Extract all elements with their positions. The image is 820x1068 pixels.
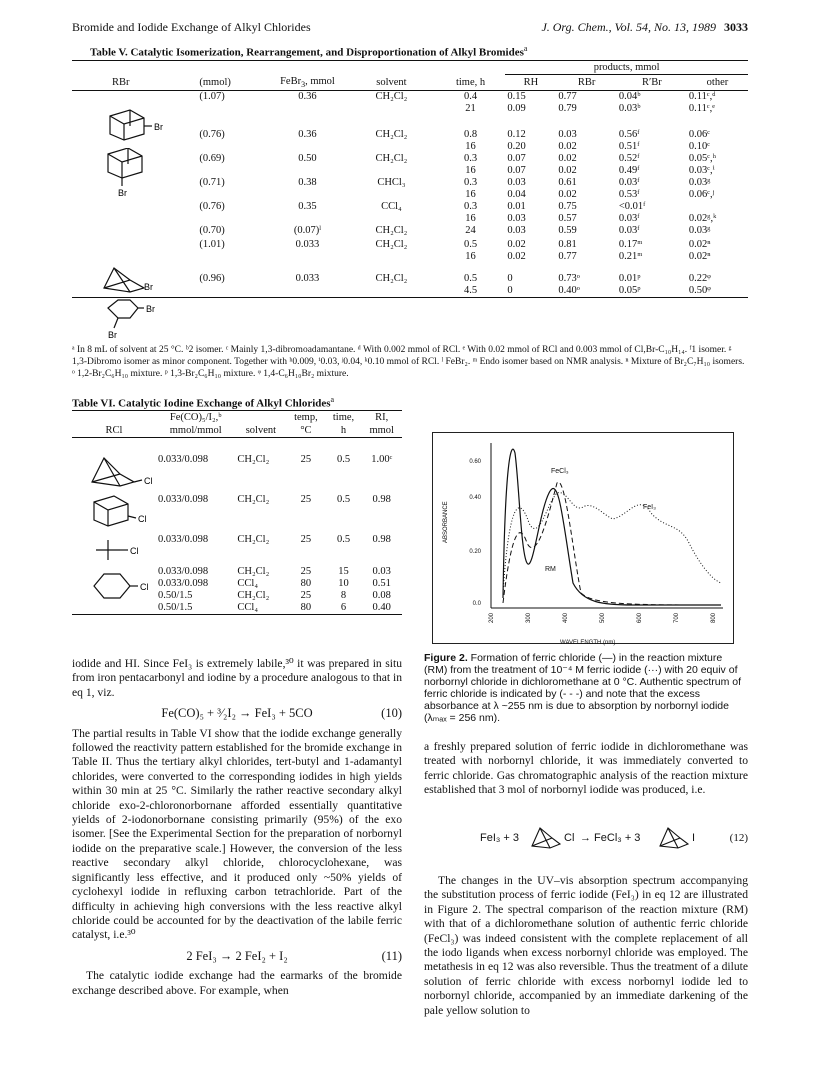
table6-cell-ri: 1.00ᶜ: [371, 454, 393, 465]
table5-cell-mmol: [197, 141, 267, 153]
col-other: other: [706, 76, 729, 88]
t6-col-time-1: time,: [332, 412, 355, 423]
table5-cell-solvent: CH₂Cl₂: [375, 238, 408, 250]
chlorocyclohexane-structure: [90, 568, 166, 608]
table5-row: [72, 90, 748, 103]
table5-cell-mmol: (0.69): [199, 152, 225, 164]
right-p1: a freshly prepared solution of ferric iodide in dichloromethane was treated with norbornyl chloride, it was immediately converted to ferric chloride. Gas chromatographic analysis of the reaction mixture established that 3 mol of norbornyl iodide was produced, i.e.: [424, 740, 748, 797]
table5-row: [72, 213, 748, 225]
eq12-left: FeI₃ + 3: [480, 832, 520, 844]
eq10-text: Fe(CO)₅ + ³⁄₂I₂ → FeI₃ + 5CO: [161, 706, 313, 721]
t6-col-ri-1: RI,: [375, 412, 389, 423]
table5-cell-mmol: [197, 165, 267, 177]
table5-cell-mmol: (1.07): [199, 90, 225, 102]
table5-cell-solvent: CH₂Cl₂: [375, 128, 408, 140]
table5-cell-solvent: CCl₄: [381, 200, 402, 212]
cl-label-1: Cl: [144, 476, 153, 486]
bromoadamantane-1-structure: [100, 148, 160, 200]
table5-cell-time: 0.4: [463, 90, 478, 102]
br-label-5: Br: [108, 330, 117, 340]
table5-cell-rbr: 0.40ᵒ: [558, 284, 580, 296]
table5-cell-other: 0.03ᵍ: [688, 224, 711, 236]
table6-cell-ri: 0.40: [372, 602, 391, 613]
right-p2: The changes in the UV–vis absorption spectrum accompanying the substitution process of ferric iodide (FeI₃) in eq 12 are illustrated in Figure 2. The spectral comparison of the reaction mixture (RM) with that of a dichloromethane solution of authentic ferric chloride (FeCl₃) was indeed consistent with the complete replacement of all the iodo ligands when excess norbornyl chloride was employed. The metathesis in eq 12 was also reversible. Thus the treatment of a dilute solution of ferric chloride with excess norbornyl iodide led to norbornyl chloride, accompanied by an immediate darkening of the pale yellow solution to: [424, 874, 748, 1017]
table5-cell-rp: 0.21ᵐ: [618, 250, 643, 262]
table5-cell-mmol: [197, 285, 267, 298]
table6-cell-solvent: CH₂Cl₂: [237, 454, 270, 465]
table5-cell-rbr: 0.02: [558, 140, 577, 152]
table5-row: [72, 237, 748, 251]
table5-cell-solvent: [347, 285, 436, 298]
t6-col-rcl: RCl: [105, 425, 123, 436]
table5-cell-other: 0.03ᵍ: [688, 176, 711, 188]
adamantyl-chloride-structure: [86, 454, 162, 490]
figure2-spectrum: [432, 432, 734, 644]
right-column-top: [424, 740, 748, 798]
table5-cell-rp: 0.05ᵖ: [618, 284, 641, 296]
table5-caption: [90, 44, 527, 59]
table5-cell-struct: [72, 90, 197, 103]
table5-cell-rbr: 0.73ᵒ: [558, 272, 580, 284]
running-title: Bromide and Iodide Exchange of Alkyl Chlorides: [72, 20, 311, 34]
table5-cell-rbr: 0.75: [558, 200, 577, 212]
table5-caption-text: Table V. Catalytic Isomerization, Rearrangement, and Disproportionation of Alkyl Bromides: [90, 46, 524, 59]
cl-label-3: Cl: [130, 546, 139, 556]
products-header: products, mmol: [505, 61, 748, 75]
table5-cell-time: 0.3: [463, 176, 478, 188]
table5-row: [72, 189, 748, 201]
br-label-2: Br: [118, 188, 127, 198]
table5-cell-solvent: [347, 251, 436, 263]
table5-cell-solvent: [347, 103, 436, 115]
table6-cell-ri: 0.03: [372, 566, 391, 577]
table6-cell-temp: 25: [300, 566, 312, 577]
table6-cell-fe: 0.033/0.098: [158, 566, 209, 577]
xtick-200: 200: [489, 612, 495, 623]
norbornyl-iodide-icon: [656, 822, 692, 852]
table6-cell-fe: 0.50/1.5: [158, 602, 193, 613]
table6-cell-ri: 0.98: [372, 494, 391, 505]
table5-cell-time: 16: [465, 188, 476, 200]
table5-cell-rh: 0.12: [507, 128, 526, 140]
table5-cell-febr3: (0.07)ˡ: [293, 224, 322, 236]
table5-cell-rp: 0.03ᶠ: [618, 176, 640, 188]
table5-cell-rbr: 0.02: [558, 188, 577, 200]
table5-cell-rbr: 0.77: [558, 90, 577, 102]
journal-name: J. Org. Chem., Vol. 54, No. 13, 1989: [541, 20, 716, 34]
table5-cell-mmol: [197, 213, 267, 225]
table5-cell-rh: 0.03: [507, 224, 526, 236]
table5-cell-rbr: 0.57: [558, 212, 577, 224]
table5-cell-rp: 0.03ᶠ: [618, 224, 640, 236]
table5-cell-solvent: [347, 141, 436, 153]
col-febr3-a: FeBr: [280, 75, 302, 87]
table5-cell-rp: 0.56ᶠ: [618, 128, 640, 140]
t6-col-ri-2: mmol: [369, 425, 394, 436]
table5-cell-time: 0.3: [463, 200, 478, 212]
table5-cell-time: 21: [465, 102, 476, 114]
table5-cell-rh: 0.03: [507, 176, 526, 188]
left-p2: The partial results in Table VI show that the iodide exchange generally followed the reactivity pattern established for the bromide exchange in Table II. Thus the tertiary alkyl chlorides, tert-butyl and 1-adamantyl chlorides, were converted to the corresponding iodides in high yields within 30 min at 25 °C. Similarly the rather reactive secondary alkyl chloride exo-2-chloronorbornane afforded essentially quantitative yields of 2-iodonorbornane consisting primarily (95%) of the exo isomer. [See the Experimental Section for the preparation of norbornyl iodide on the preparative scale.] However, the conversion of the less reactive secondary alkyl chloride, chlorocyclohexane, was significantly less effective, and it produced only ~50% yields of cyclohexyl iodide in refluxing carbon tetrachloride. Part of the difficulty in achieving high conversions with the less reactive alkyl chloride could be accounted for by the deactivation of the labile ferric catalyst, i.e.³⁰: [72, 726, 402, 942]
table5-row: [72, 177, 748, 189]
table5: [72, 60, 748, 298]
table5-cell-other: 0.02ⁿ: [688, 238, 711, 250]
table5-row: [72, 225, 748, 237]
col-rbr-product: RBr: [577, 76, 596, 88]
table6-cell-time: 0.5: [336, 454, 351, 465]
col-rprime: R′Br: [641, 76, 662, 88]
figcap-label: Figure 2.: [424, 652, 468, 664]
table5-cell-rp: <0.01ᶠ: [618, 200, 646, 212]
table5-cell-other: 0.22ᵠ: [688, 272, 711, 284]
table6-cell-solvent: CCl₄: [237, 578, 259, 589]
table5-cell-other: 0.11ᶜ,ᵈ: [688, 90, 716, 102]
table5-cell-rp: 0.03ᵇ: [618, 102, 641, 114]
label-fecl3: FeCl₃: [551, 468, 569, 475]
table5-cell-mmol: (0.76): [199, 200, 225, 212]
table5-cell-time: 0.8: [463, 128, 478, 140]
t6-col-solvent: solvent: [245, 425, 277, 436]
eq11-number: (11): [381, 948, 402, 963]
right-column-bottom: [424, 874, 748, 1018]
col-rh: RH: [523, 76, 539, 88]
eq12-i: I: [692, 832, 696, 844]
table5-footnotes: ᵃ In 8 mL of solvent at 25 °C. ᵇ2 isomer. ᶜ Mainly 1,3-dibromoadamantane. ᵈ With 0.002 mmol of RCl. ᵉ With 0.02 mmol of RCl and 0.003 mmol of Cl,Br-C₁₀H₁₄. ᶠ1 isomer. ᵍ 1,3-Dibromo isomer as minor component. Together with ʰ0.009, ⁱ0.03, ʲ0.04, ᵏ0.10 mmol of RCl. ˡ FeBr₂. ᵐ Endo isomer based on NMR analysis. ⁿ Mixture of Br₂C₇H₁₀ isomers. ᵒ 1,2-Br₂C₆H₁₀ mixture. ᵖ 1,3-Br₂C₆H₁₀ mixture. ᵠ 1,4-C₆H₁₀Br₂ mixture.: [72, 345, 745, 379]
table5-cell-mmol: (0.71): [199, 176, 225, 188]
eq12-number: (12): [729, 832, 748, 844]
table5-cell-struct: [72, 213, 197, 225]
table5-cell-febr3: 0.36: [298, 128, 317, 140]
table5-cell-time: 4.5: [463, 284, 478, 296]
table5-cell-rbr: 0.02: [558, 152, 577, 164]
table6-cell-fe: 0.033/0.098: [158, 578, 209, 589]
table5-row: [72, 263, 748, 285]
fig-ylabel: ABSORBANCE: [443, 501, 449, 543]
table5-cell-rp: 0.03ᶠ: [618, 212, 640, 224]
t6-col-temp-1: temp,: [294, 412, 318, 423]
table5-cell-rh: 0.07: [507, 152, 526, 164]
col-febr3: [268, 75, 347, 91]
table5-cell-struct: [72, 201, 197, 213]
eq10-number: (10): [381, 706, 402, 721]
table5-cell-time: 0.5: [463, 272, 478, 284]
table5-cell-solvent: [347, 165, 436, 177]
table6-caption: [72, 395, 334, 410]
table5-cell-rh: 0.03: [507, 212, 526, 224]
col-rbr: RBr: [112, 76, 130, 88]
table5-cell-rp: 0.53ᶠ: [618, 188, 640, 200]
equation-10: [72, 706, 402, 720]
eq11-text: 2 FeI₃ → 2 FeI₂ + I₂: [186, 948, 288, 963]
norbornyl-chloride-icon: [528, 822, 564, 852]
bromonorbornane-structure: [100, 260, 160, 296]
table5-cell-rh: 0: [507, 284, 513, 296]
xtick-300: 300: [526, 612, 532, 623]
table5-cell-mmol: [197, 189, 267, 201]
page-number: 3033: [724, 20, 748, 34]
table6-cell-time: 10: [338, 578, 349, 589]
table6-cell-solvent: CH₂Cl₂: [237, 494, 270, 505]
table5-cell-solvent: [347, 189, 436, 201]
t6-col-time-2: h: [340, 425, 347, 436]
table5-cell-other: 0.50ᵠ: [688, 284, 711, 296]
table6-cell-temp: 25: [300, 454, 312, 465]
table6-cell-fe: 0.033/0.098: [158, 454, 209, 465]
table5-cell-other: 0.11ᶜ,ᵉ: [688, 102, 715, 114]
table5-cell-febr3: [268, 165, 347, 177]
table6-cell-ri: 0.08: [372, 590, 391, 601]
cl-label-2: Cl: [138, 514, 147, 524]
table5-cell-febr3: 0.50: [298, 152, 317, 164]
table5-cell-rp: 0.17ᵐ: [618, 238, 643, 250]
bromoadamantane-2-structure: [100, 108, 180, 144]
fig-xlabel: WAVELENGTH (nm): [560, 640, 616, 646]
table5-cell-febr3: [268, 213, 347, 225]
label-rm: RM: [545, 566, 556, 573]
equation-11: [72, 949, 402, 963]
table5-cell-febr3: [268, 189, 347, 201]
table5-cell-febr3: 0.033: [295, 272, 320, 284]
figcap-text: Formation of ferric chloride (—) in the reaction mixture (RM) from the treatment of 10⁻⁴ M ferric iodide (···) with 20 equiv of norbornyl chloride in dichloromethane at 0 °C. Authentic spectrum of ferric chloride is indicated by (- - -) and note that the excess absorbance at λ ~255 nm is due to absorption by norbornyl iodide (λₘₐₓ = 256 nm).: [424, 652, 742, 724]
tert-butyl-chloride-structure: [92, 538, 162, 562]
table5-cell-rh: 0.02: [507, 238, 526, 250]
table6-cell-time: 0.5: [336, 494, 351, 505]
table6-cell-temp: 25: [300, 494, 312, 505]
ytick-0.0: 0.0: [472, 601, 481, 607]
ytick-0.20: 0.20: [469, 549, 481, 555]
table5-cell-rp: 0.51ᶠ: [618, 140, 640, 152]
xtick-800: 800: [711, 612, 717, 623]
table6-caption-text: Table VI. Catalytic Iodine Exchange of Alkyl Chlorides: [72, 397, 331, 410]
table6-cell-ri: 0.51: [372, 578, 391, 589]
table6-cell-solvent: CH₂Cl₂: [237, 534, 270, 545]
table5-cell-other: 0.06ᶜ: [688, 128, 710, 140]
table5-cell-rh: 0.09: [507, 102, 526, 114]
br-label-1: Br: [154, 122, 163, 132]
table5-cell-febr3: 0.033: [295, 238, 320, 250]
left-p1: iodide and HI. Since FeI₃ is extremely labile,³⁰ it was prepared in situ from iron pentacarbonyl and iodine by a procedure analogous to that in eq 1, viz.: [72, 657, 402, 699]
table5-cell-struct: [72, 225, 197, 237]
table5-cell-rh: 0: [507, 272, 513, 284]
cl-label-4: Cl: [140, 582, 149, 592]
table5-cell-other: 0.05ᶜ,ʰ: [688, 152, 716, 164]
table5-cell-febr3: 0.36: [298, 90, 317, 102]
left-column: [72, 657, 402, 998]
table5-cell-other: 0.06ᶜ,ʲ: [688, 188, 715, 200]
left-p3: The catalytic iodide exchange had the earmarks of the bromide exchange described above. For example, when: [72, 969, 402, 997]
eq12-cl: Cl: [564, 832, 575, 844]
table5-cell-other: 0.03ᶜ,ⁱ: [688, 164, 715, 176]
table6-cell-solvent: CCl₄: [237, 602, 259, 613]
table5-cell-rbr: 0.59: [558, 224, 577, 236]
table6-cell-time: 0.5: [336, 534, 351, 545]
table5-cell-rh: 0.07: [507, 164, 526, 176]
table5-cell-time: 24: [465, 224, 476, 236]
br-label-4: Br: [146, 304, 155, 314]
table5-cell-mmol: (0.70): [199, 224, 225, 236]
table5-cell-febr3: 0.38: [298, 176, 317, 188]
col-febr3-b: , mmol: [305, 75, 335, 87]
t6-col-fe-1: Fe(CO)₅/I₂,ᵇ: [169, 412, 222, 423]
table5-cell-rp: 0.01ᵖ: [618, 272, 641, 284]
table5-cell-rp: 0.49ᶠ: [618, 164, 640, 176]
table5-cell-time: 16: [465, 250, 476, 262]
table5-cell-rh: 0.15: [507, 90, 526, 102]
table5-cell-rh: 0.02: [507, 250, 526, 262]
table6-cell-time: 8: [340, 590, 347, 601]
table5-cell-other: 0.02ᵍ,ᵏ: [688, 212, 717, 224]
xtick-600: 600: [637, 612, 643, 623]
table6-cell-fe: 0.033/0.098: [158, 534, 209, 545]
table5-cell-time: 0.5: [463, 238, 478, 250]
table5-cell-time: 16: [465, 164, 476, 176]
table5-cell-rbr: 0.77: [558, 250, 577, 262]
table6-cell-temp: 25: [300, 590, 312, 601]
table6-cell-temp: 25: [300, 534, 312, 545]
table5-cell-rbr: 0.02: [558, 164, 577, 176]
t6-col-temp-2: °C: [300, 425, 312, 436]
col-febr3-sub: 3: [301, 79, 306, 89]
label-fei3: FeI₃: [643, 504, 656, 511]
table6-cell-temp: 80: [300, 602, 312, 613]
table5-cell-febr3: [268, 285, 347, 298]
table5-row: [72, 251, 748, 263]
table5-cell-rbr: 0.81: [558, 238, 577, 250]
journal-citation: [541, 20, 748, 35]
table5-cell-time: 0.3: [463, 152, 478, 164]
table5-cell-mmol: [197, 251, 267, 263]
table5-cell-febr3: 0.35: [298, 200, 317, 212]
table5-cell-mmol: (1.01): [199, 238, 225, 250]
table5-cell-solvent: CH₂Cl₂: [375, 90, 408, 102]
table5-cell-rh: 0.04: [507, 188, 526, 200]
table5-cell-solvent: CH₂Cl₂: [375, 152, 408, 164]
table5-cell-febr3: [268, 103, 347, 115]
bromocyclohexane-structure: [102, 296, 162, 342]
equation-12: [470, 820, 748, 860]
table6-caption-sup: a: [330, 395, 335, 404]
table5-cell-mmol: (0.96): [199, 272, 225, 284]
table5-cell-mmol: (0.76): [199, 128, 225, 140]
t6-col-fe-2: mmol/mmol: [169, 425, 222, 436]
table5-cell-rbr: 0.79: [558, 102, 577, 114]
table6-cell-time: 6: [340, 602, 347, 613]
table6-cell-time: 15: [338, 566, 349, 577]
table5-cell-time: 16: [465, 140, 476, 152]
figure2-caption: [424, 652, 748, 724]
ytick-0.60: 0.60: [469, 459, 481, 465]
table6-cell-temp: 80: [300, 578, 312, 589]
table5-cell-time: 16: [465, 212, 476, 224]
table5-row: [72, 165, 748, 177]
xtick-500: 500: [600, 612, 606, 623]
table5-cell-febr3: [268, 141, 347, 153]
table5-caption-sup: a: [523, 44, 528, 53]
table5-cell-struct: [72, 237, 197, 251]
table6-cell-fe: 0.50/1.5: [158, 590, 193, 601]
ytick-0.40: 0.40: [469, 495, 481, 501]
table5-row: [72, 285, 748, 298]
table6-cell-solvent: CH₂Cl₂: [237, 590, 270, 601]
table5-cell-solvent: [347, 213, 436, 225]
table5-cell-rbr: 0.03: [558, 128, 577, 140]
table5-cell-rh: 0.01: [507, 200, 526, 212]
xtick-400: 400: [563, 612, 569, 623]
chloronorbornane-structure: [86, 494, 162, 530]
table5-cell-other: 0.10ᶜ: [688, 140, 710, 152]
table5-cell-rp: 0.52ᶠ: [618, 152, 640, 164]
col-mmol: (mmol): [199, 76, 231, 88]
rm-curve: [503, 449, 721, 605]
table5-cell-febr3: [268, 251, 347, 263]
table5-cell-rbr: 0.61: [558, 176, 577, 188]
table5-cell-other: 0.02ⁿ: [688, 250, 711, 262]
col-solvent: solvent: [376, 76, 407, 88]
table5-cell-other: [687, 201, 748, 213]
table5-cell-rh: 0.20: [507, 140, 526, 152]
col-time: time, h: [455, 76, 486, 88]
table5-row: [72, 201, 748, 213]
table6-cell-solvent: CH₂Cl₂: [237, 566, 270, 577]
table5-row: [72, 153, 748, 165]
table5-cell-solvent: CHCl₃: [377, 176, 406, 188]
xtick-700: 700: [674, 612, 680, 623]
br-label-3: Br: [144, 282, 153, 292]
table6-cell-ri: 0.98: [372, 534, 391, 545]
table5-cell-solvent: CH₂Cl₂: [375, 272, 408, 284]
table5-cell-solvent: CH₂Cl₂: [375, 224, 408, 236]
table5-cell-mmol: [197, 103, 267, 115]
table6-cell-fe: 0.033/0.098: [158, 494, 209, 505]
eq12-arrow: → FeCl₃ + 3: [580, 832, 641, 844]
table5-cell-rp: 0.04ᵇ: [618, 90, 641, 102]
